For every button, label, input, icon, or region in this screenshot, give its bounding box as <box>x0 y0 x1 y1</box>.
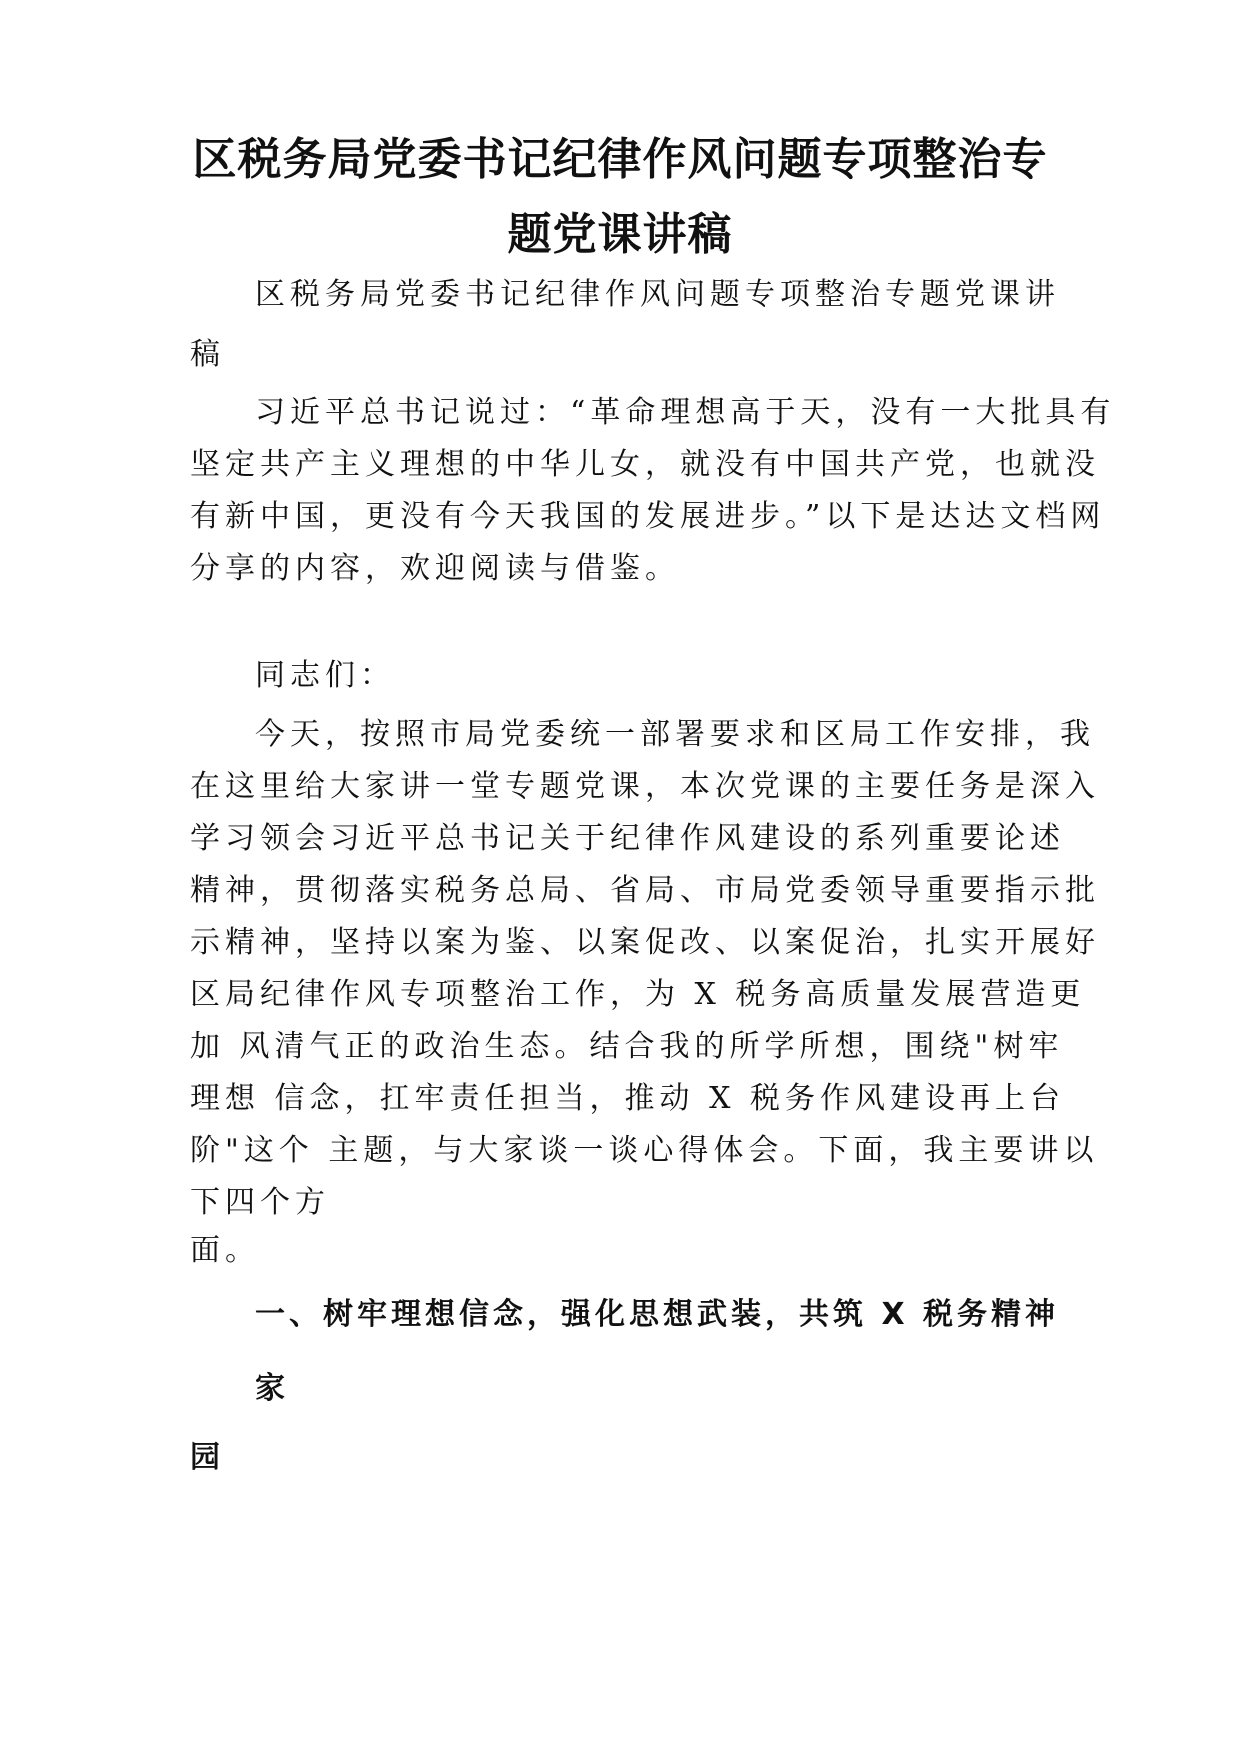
subtitle-line-2: 稿 <box>190 337 225 372</box>
body-line-6: 区局纪律作风专项整治工作，为 X 税务高质量发展营造更 <box>190 977 1086 1012</box>
subtitle-line-1: 区税务局党委书记纪律作风问题专项整治专题党课讲 <box>255 277 1060 312</box>
body-line-4: 精神，贯彻落实税务总局、省局、市局党委领导重要指示批 <box>190 873 1100 908</box>
section-1-heading-line-2: 家 <box>255 1371 289 1406</box>
body-line-11: 面。 <box>190 1233 260 1268</box>
salutation: 同志们： <box>255 658 395 693</box>
body-line-10: 下四个方 <box>190 1185 330 1220</box>
intro-line-2: 坚定共产主义理想的中华儿女，就没有中国共产党，也就没 <box>190 447 1100 482</box>
body-line-1: 今天，按照市局党委统一部署要求和区局工作安排，我 <box>255 717 1095 752</box>
body-line-2: 在这里给大家讲一堂专题党课，本次党课的主要任务是深入 <box>190 769 1100 804</box>
body-line-7: 加 风清气正的政治生态。结合我的所学所想，围绕"树牢 <box>190 1029 1064 1064</box>
document-title-line-2: 题党课讲稿 <box>507 209 733 260</box>
body-line-8: 理想 信念，扛牢责任担当，推动 X 税务作风建设再上台 <box>190 1081 1065 1116</box>
body-line-3: 学习领会习近平总书记关于纪律作风建设的系列重要论述 <box>190 821 1065 856</box>
intro-line-4: 分享的内容，欢迎阅读与借鉴。 <box>190 551 680 586</box>
section-1-heading-line-3: 园 <box>190 1440 224 1475</box>
intro-line-1: 习近平总书记说过：“革命理想高于天，没有一大批具有 <box>255 395 1116 430</box>
document-title-line-1: 区税务局党委书记纪律作风问题专项整治专 <box>192 134 1048 185</box>
section-1-heading-line-1: 一、树牢理想信念，强化思想武装，共筑 X 税务精神 <box>255 1297 1060 1332</box>
body-line-5: 示精神，坚持以案为鉴、以案促改、以案促治，扎实开展好 <box>190 925 1100 960</box>
body-line-9: 阶"这个 主题，与大家谈一谈心得体会。下面，我主要讲以 <box>190 1133 1099 1168</box>
intro-line-3: 有新中国，更没有今天我国的发展进步。”以下是达达文档网 <box>190 499 1106 534</box>
